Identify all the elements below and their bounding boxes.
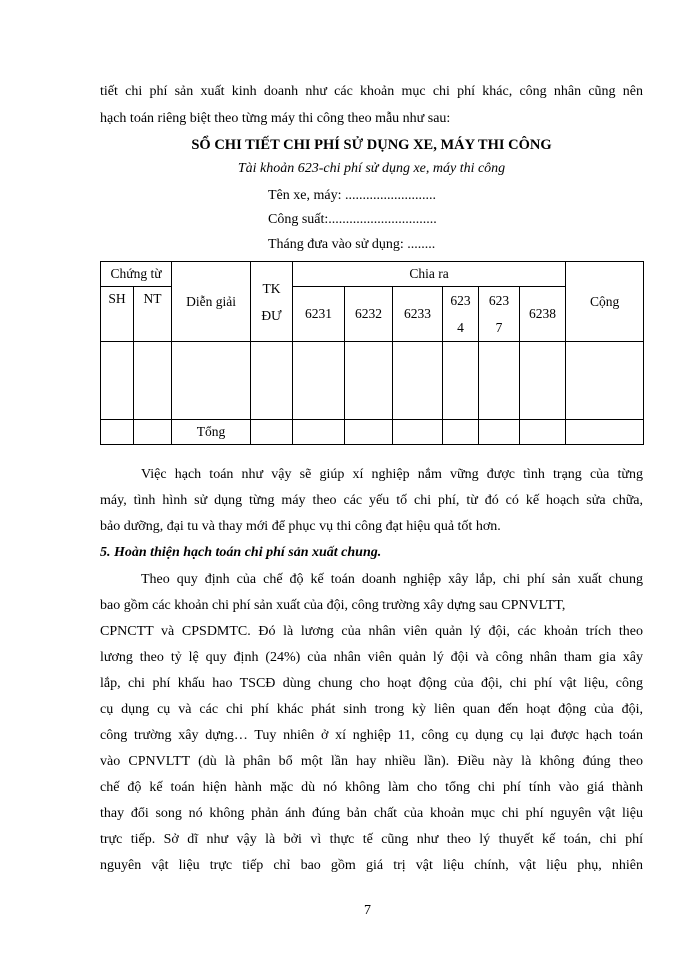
para2-line-4: lương theo tỷ lệ quy định (24%) của nhân viên quản lý đội và công nhân tham gia xây xyxy=(100,650,643,665)
header-sh: SH xyxy=(101,287,134,342)
header-dien-giai: Diễn giải xyxy=(172,262,251,342)
header-account-6238: 6238 xyxy=(520,287,566,342)
field-capacity: Công suất:............................... xyxy=(268,212,437,227)
header-account-6237-top: 623 xyxy=(488,293,510,308)
para2-line-10: thay đổi song nó không phản ánh đúng bản chất của khoản mục chi phí nguyên vật liệu xyxy=(100,806,643,821)
table-row-body xyxy=(101,342,644,420)
para2-line-3: CPNCTT và CPSDMTC. Đó là lương của nhân viên quản lý đội, các khoản trích theo xyxy=(100,624,643,639)
header-row-1 xyxy=(101,262,644,287)
header-chung-tu: Chứng từ xyxy=(101,262,172,287)
header-tk-bottom: ĐƯ xyxy=(261,307,282,323)
header-account-6231: 6231 xyxy=(293,287,345,342)
header-chia-ra: Chia ra xyxy=(293,262,566,287)
header-account-6234-top: 623 xyxy=(450,293,471,308)
header-tk-du xyxy=(251,262,293,342)
table-row-total xyxy=(101,420,644,445)
form-subtitle: Tài khoản 623-chi phí sử dụng xe, máy thi công xyxy=(237,161,506,176)
para2-line-2: bao gồm các khoản chi phí sản xuất của đội, công trường xây dựng sau CPNVLTT, xyxy=(100,598,566,613)
header-nt: NT xyxy=(134,287,172,342)
field-start-month: Tháng đưa vào sử dụng: ........ xyxy=(268,237,436,252)
para1-line-3: bảo dưỡng, đại tu và thay mới để phục vụ thi công đạt hiệu quả tốt hơn. xyxy=(100,519,501,534)
intro-line-2: hạch toán riêng biệt theo từng máy thi công theo mẫu như sau: xyxy=(100,111,451,126)
header-account-6237-bottom: 7 xyxy=(495,320,503,335)
para2-line-8: vào CPNVLTT (dù là phân bổ một lần hay nhiều lần). Điều này là không đúng theo xyxy=(100,754,643,769)
para1-line-1: Việc hạch toán như vậy sẽ giúp xí nghiệp nắm vững được tình trạng của từng xyxy=(141,467,643,482)
form-title: SỔ CHI TIẾT CHI PHÍ SỬ DỤNG XE, MÁY THI CÔNG xyxy=(191,137,552,153)
para2-line-11: trực tiếp. Sở dĩ như vậy là bởi vì thực tế cũng như theo lý thuyết kế toán, chi phí xyxy=(100,832,643,847)
header-tk-top: TK xyxy=(262,280,281,296)
section-5-heading: 5. Hoàn thiện hạch toán chi phí sản xuất chung. xyxy=(100,545,382,560)
page-number: 7 xyxy=(364,903,371,918)
header-account-6232: 6232 xyxy=(345,287,393,342)
para2-line-12: nguyên vật liệu trực tiếp chỉ bao gồm giá trị vật liệu chính, vật liệu phụ, nhiên xyxy=(100,858,643,873)
para2-line-1: Theo quy định của chế độ kế toán doanh nghiệp xây lắp, chi phí sản xuất chung xyxy=(141,572,643,587)
para2-line-7: công trường xây dựng… Tuy nhiên ở xí nghiệp 11, công cụ dụng cụ lại được hạch toán xyxy=(100,728,643,743)
header-cong: Cộng xyxy=(566,262,644,342)
header-account-6237 xyxy=(479,287,520,342)
para2-line-5: lắp, chi phí khấu hao TSCĐ dùng chung cho hoạt động của đội, chi phí vật liệu, công xyxy=(100,676,643,691)
ledger-table xyxy=(100,261,644,445)
intro-line-1: tiết chi phí sản xuất kinh doanh như các khoản mục chi phí khác, công nhân cũng nên xyxy=(100,84,643,99)
total-label: Tổng xyxy=(172,420,251,445)
header-account-6233: 6233 xyxy=(393,287,443,342)
field-machine-name: Tên xe, máy: .......................... xyxy=(268,188,436,203)
para2-line-9: chế độ kế toán hiện hành mặc dù nó không làm cho tổng chi phí tính vào giá thành xyxy=(100,780,643,795)
para2-line-6: cụ dụng cụ và các chi phí khác phát sinh trong kỳ liên quan đến hoạt động của đội, xyxy=(100,702,643,717)
header-account-6234 xyxy=(443,287,479,342)
header-account-6234-bottom: 4 xyxy=(457,320,464,335)
para1-line-2: máy, tình hình sử dụng từng máy theo các yếu tố chi phí, từ đó có kế hoạch sửa chữa, xyxy=(100,493,643,508)
